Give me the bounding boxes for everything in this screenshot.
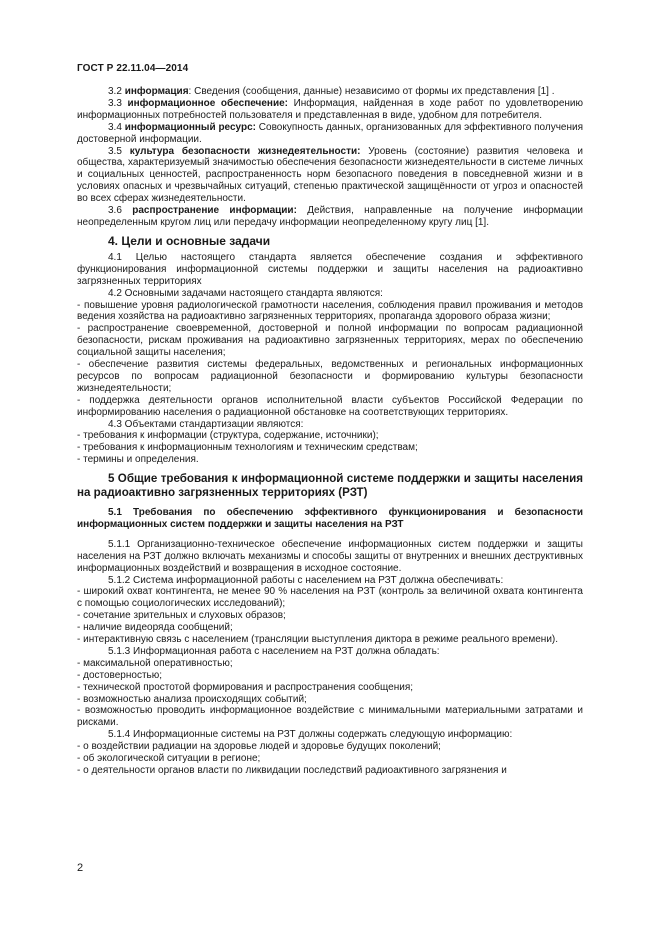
list-item: - интерактивную связь с населением (трансляции выступления диктора в режиме реального времени). — [77, 634, 559, 646]
document-body — [77, 86, 583, 777]
list-item: - поддержка деятельности органов исполнительной власти субъектов Российской Федерации по информированию населения о радиационной обстановке на соответствующих территориях. — [77, 394, 583, 418]
paragraph-5-1-2: 5.1.2 Система информационной работы с населением на РЗТ должна обеспечивать: — [108, 574, 504, 586]
list-item: - обеспечение развития системы федеральных, ведомственных и региональных информационных ресурсов по вопросам радиационной безопасности и формированию культуры безопасности жизнедеятельности; — [77, 359, 583, 394]
paragraph-4-1: 4.1 Целью настоящего стандарта является обеспечение создания и эффективного функционирования информационной системы поддержки и защиты населения на радиоактивно загрязненных территориях — [77, 251, 583, 287]
definition-3-2: 3.2 информация: Сведения (сообщения, данные) независимо от формы их представления [1] . — [108, 86, 555, 97]
list-item: - широкий охват контингента, не менее 90 % населения на РЗТ (контроль за величиной охвата контингента с помощью социологических исследований); — [77, 586, 583, 610]
subsection-5-1-heading: 5.1 Требования по обеспечению эффективного функционирования и безопасности информационных систем поддержки и защиты населения на РЗТ — [77, 506, 583, 530]
list-item: - сочетание зрительных и слуховых образов; — [77, 610, 286, 622]
list-item: - максимальной оперативностью; — [77, 657, 233, 669]
section-4-heading: 4. Цели и основные задачи — [108, 233, 271, 248]
section-5-heading: 5 Общие требования к информационной системе поддержки и защиты населения на радиоактивно загрязненных территориях (РЗТ) — [77, 472, 583, 499]
paragraph-4-3: 4.3 Объектами стандартизации являются: — [108, 418, 304, 430]
list-item: - возможностью анализа происходящих событий; — [77, 693, 307, 705]
paragraph-5-1-3: 5.1.3 Информационная работа с населением на РЗТ должна обладать: — [108, 645, 440, 657]
list-item: - о воздействии радиации на здоровье людей и здоровье будущих поколений; — [77, 741, 441, 753]
list-item: - требования к информации (структура, содержание, источники); — [77, 430, 379, 442]
list-item: - распространение своевременной, достоверной и полной информации по вопросам радиационной безопасности, рискам проживания на радиоактивно загрязненных территориях, мерах по обеспечению социальной защиты населения; — [77, 323, 583, 359]
definition-3-6: 3.6 распространение информации: Действия, направленные на получение информации неопределенным кругом лиц или передачу информации неопределенному кругу лиц [1]. — [77, 205, 584, 228]
list-item: - достоверностью; — [77, 669, 163, 681]
list-item: - повышение уровня радиологической грамотности населения, соблюдения правил проживания и методов ведения хозяйства на радиоактивно загрязненных территориях, пропаганда здорового образа жизни; — [77, 299, 583, 323]
paragraph-4-2: 4.2 Основными задачами настоящего стандарта являются: — [108, 287, 383, 299]
page-number: 2 — [77, 862, 84, 874]
paragraph-5-1-4: 5.1.4 Информационные системы на РЗТ должны содержать следующую информацию: — [108, 729, 513, 741]
list-item: - о деятельности органов власти по ликвидации последствий радиоактивного загрязнения и — [77, 765, 507, 776]
list-item: - термины и определения. — [77, 454, 199, 466]
list-item: - технической простотой формирования и распространения сообщения; — [77, 681, 414, 693]
document-header: ГОСТ Р 22.11.04—2014 — [77, 63, 189, 74]
paragraph-5-1-1: 5.1.1 Организационно-техническое обеспечение информационных систем поддержки и защиты населения на РЗТ должно включать механизмы и способы защиты от внутренних и внешних деструктивных информационных воздействий и возвращения в исходное состояние. — [77, 538, 583, 574]
list-item: - требования к информационным технологиям и техническим средствам; — [77, 442, 418, 454]
list-item: - об экологической ситуации в регионе; — [77, 753, 261, 765]
definition-3-4: 3.4 информационный ресурс: Совокупность данных, организованных для эффективного получения достоверной информации. — [77, 121, 584, 145]
definition-3-3: 3.3 информационное обеспечение: Информация, найденная в ходе работ по удовлетворению информационных потребностей пользователя и представленная в виде, удобном для потребителя. — [77, 97, 584, 121]
list-item: - возможностью проводить информационное воздействие с минимальными материальными затратами и рисками. — [77, 705, 583, 729]
list-item: - наличие видеоряда сообщений; — [77, 622, 233, 634]
definition-3-5: 3.5 культура безопасности жизнедеятельности: Уровень (состояние) развития человека и общества, характеризуемый значимостью обеспечения безопасности жизнедеятельности в системе личных и социальных ценностей, распространенность норм безопасного поведения в повседневной жизни и в условиях опасных и чрезвычайных ситуаций, степенью практической защищённости от угроз и опасностей во всех сферах жизнедеятельности. — [77, 145, 584, 205]
